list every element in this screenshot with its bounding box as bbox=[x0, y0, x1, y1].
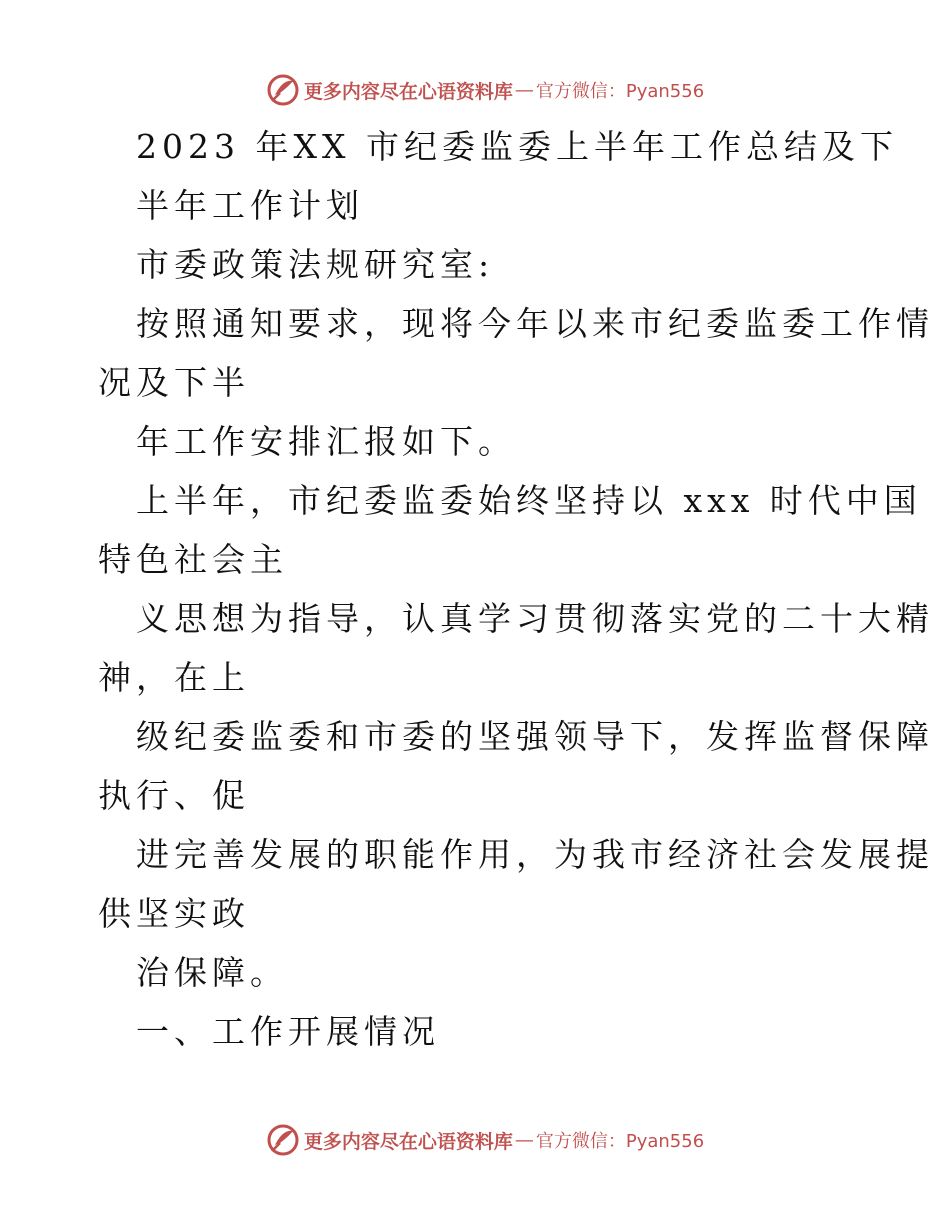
header-wechat-text: 官方微信：Pyan556 bbox=[535, 81, 705, 102]
paragraph-line: 况及下半 bbox=[98, 363, 250, 402]
stylized-quill-logo-icon bbox=[266, 1123, 300, 1157]
header-banner bbox=[0, 70, 950, 110]
footer-banner bbox=[0, 1120, 950, 1160]
header-banner-content bbox=[266, 73, 704, 107]
document-title-line-2: 半年工作计划 bbox=[136, 186, 364, 225]
section-heading: 一、工作开展情况 bbox=[136, 1012, 440, 1051]
paragraph-line: 级纪委监委和市委的坚强领导下，发挥监督保障 bbox=[136, 717, 934, 756]
paragraph-line: 神，在上 bbox=[98, 658, 250, 697]
footer-dash: — bbox=[514, 1129, 534, 1151]
footer-wechat-text: 官方微信：Pyan556 bbox=[535, 1131, 705, 1152]
paragraph-line: 供坚实政 bbox=[98, 894, 250, 933]
stylized-quill-logo-icon bbox=[266, 73, 300, 107]
paragraph-line: 进完善发展的职能作用，为我市经济社会发展提 bbox=[136, 835, 934, 874]
paragraph-line: 上半年，市纪委监委始终坚持以 xxx 时代中国 bbox=[136, 481, 922, 520]
header-site-text: 更多内容尽在心语资料库 bbox=[303, 80, 513, 103]
paragraph-line: 执行、促 bbox=[98, 776, 250, 815]
footer-site-text: 更多内容尽在心语资料库 bbox=[303, 1130, 513, 1153]
paragraph-line: 按照通知要求，现将今年以来市纪委监委工作情 bbox=[136, 304, 934, 343]
document-title-line-1: 2023 年XX 市纪委监委上半年工作总结及下 bbox=[136, 127, 898, 166]
paragraph-line: 义思想为指导，认真学习贯彻落实党的二十大精 bbox=[136, 599, 934, 638]
paragraph-line: 特色社会主 bbox=[98, 540, 288, 579]
document-recipient: 市委政策法规研究室: bbox=[136, 245, 495, 284]
header-dash: — bbox=[514, 79, 534, 101]
paragraph-line: 年工作安排汇报如下。 bbox=[136, 422, 516, 461]
footer-banner-content bbox=[266, 1123, 704, 1157]
paragraph-line: 治保障。 bbox=[136, 953, 288, 992]
